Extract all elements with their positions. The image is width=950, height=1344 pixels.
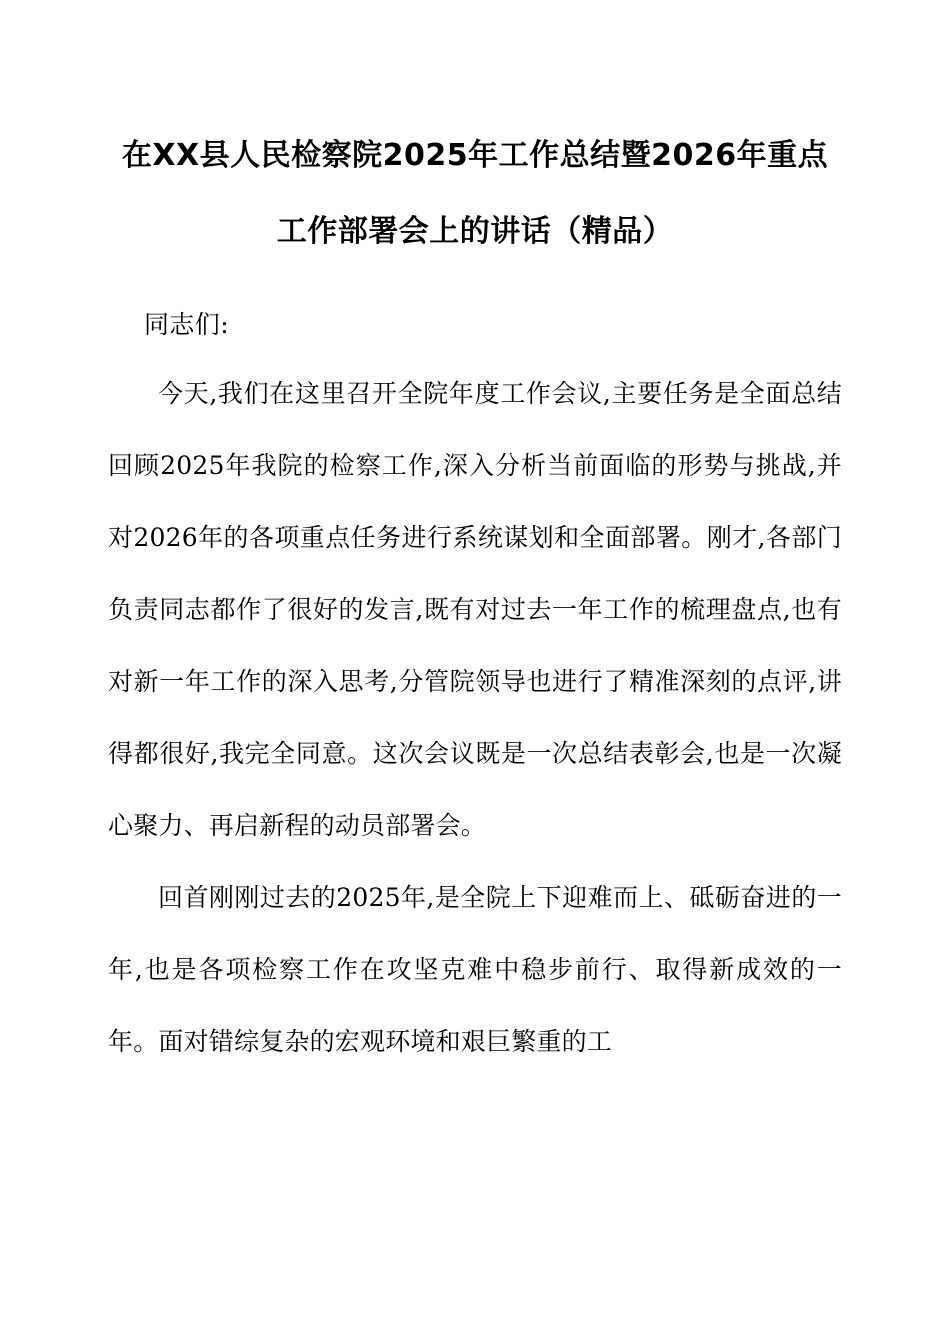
paragraph-1: 今天,我们在这里召开全院年度工作会议,主要任务是全面总结回顾2025年我院的检察工作,深入分析当前面临的形势与挑战,并对2026年的各项重点任务进行系统谋划和全面部署。刚才,各部门负责同志都作了很好的发言,既有对过去一年工作的梳理盘点,也有对新一年工作的深入思考,分管院领导也进行了精准深刻的点评,讲得都很好,我完全同意。这次会议既是一次总结表彰会,也是一次凝心聚力、再启新程的动员部署会。 <box>108 379 842 840</box>
salutation: 同志们: <box>144 310 230 339</box>
paragraph-2: 回首刚刚过去的2025年,是全院上下迎难而上、砥砺奋进的一年,也是各项检察工作在攻坚克难中稳步前行、取得新成效的一年。面对错综复杂的宏观环境和艰巨繁重的工 <box>108 883 842 1056</box>
page-title: 在XX县人民检察院2025年工作总结暨2026年重点工作部署会上的讲话（精品） <box>121 138 829 249</box>
